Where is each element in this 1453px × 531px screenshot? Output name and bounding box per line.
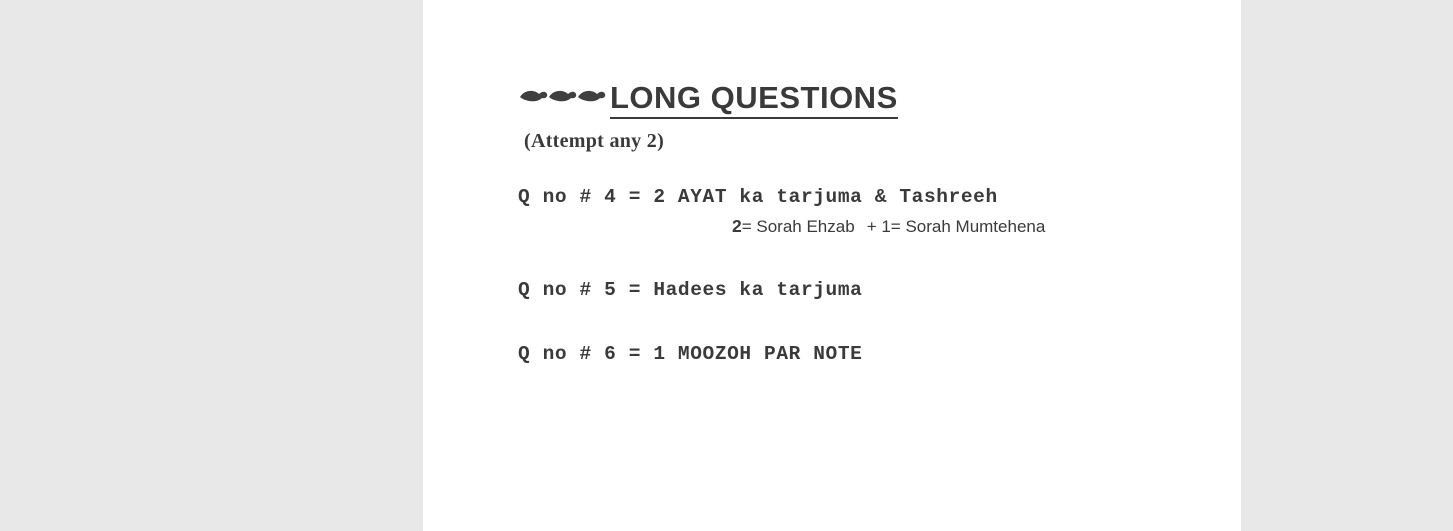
pointing-bullet-icon: [518, 85, 608, 111]
slide-title: LONG QUESTIONS: [610, 80, 898, 119]
attempt-instruction: (Attempt any 2): [524, 129, 665, 152]
question-6-text: Q no # 6 = 1 MOOZOH PAR NOTE: [518, 342, 863, 365]
question-4-detail-second: + 1= Sorah Mumtehena: [866, 216, 1046, 236]
slide-title-row: [518, 80, 1218, 119]
slide-canvas: [423, 0, 1241, 531]
slide-content: [518, 80, 1218, 365]
question-4-detail-number: 2: [732, 215, 742, 236]
question-5-text: Q no # 5 = Hadees ka tarjuma: [518, 278, 863, 301]
question-4-detail: [732, 216, 1218, 237]
question-4-text: Q no # 4 = 2 AYAT ka tarjuma & Tashreeh: [518, 185, 998, 208]
question-4-detail-first: = Sorah Ehzab: [741, 216, 855, 236]
